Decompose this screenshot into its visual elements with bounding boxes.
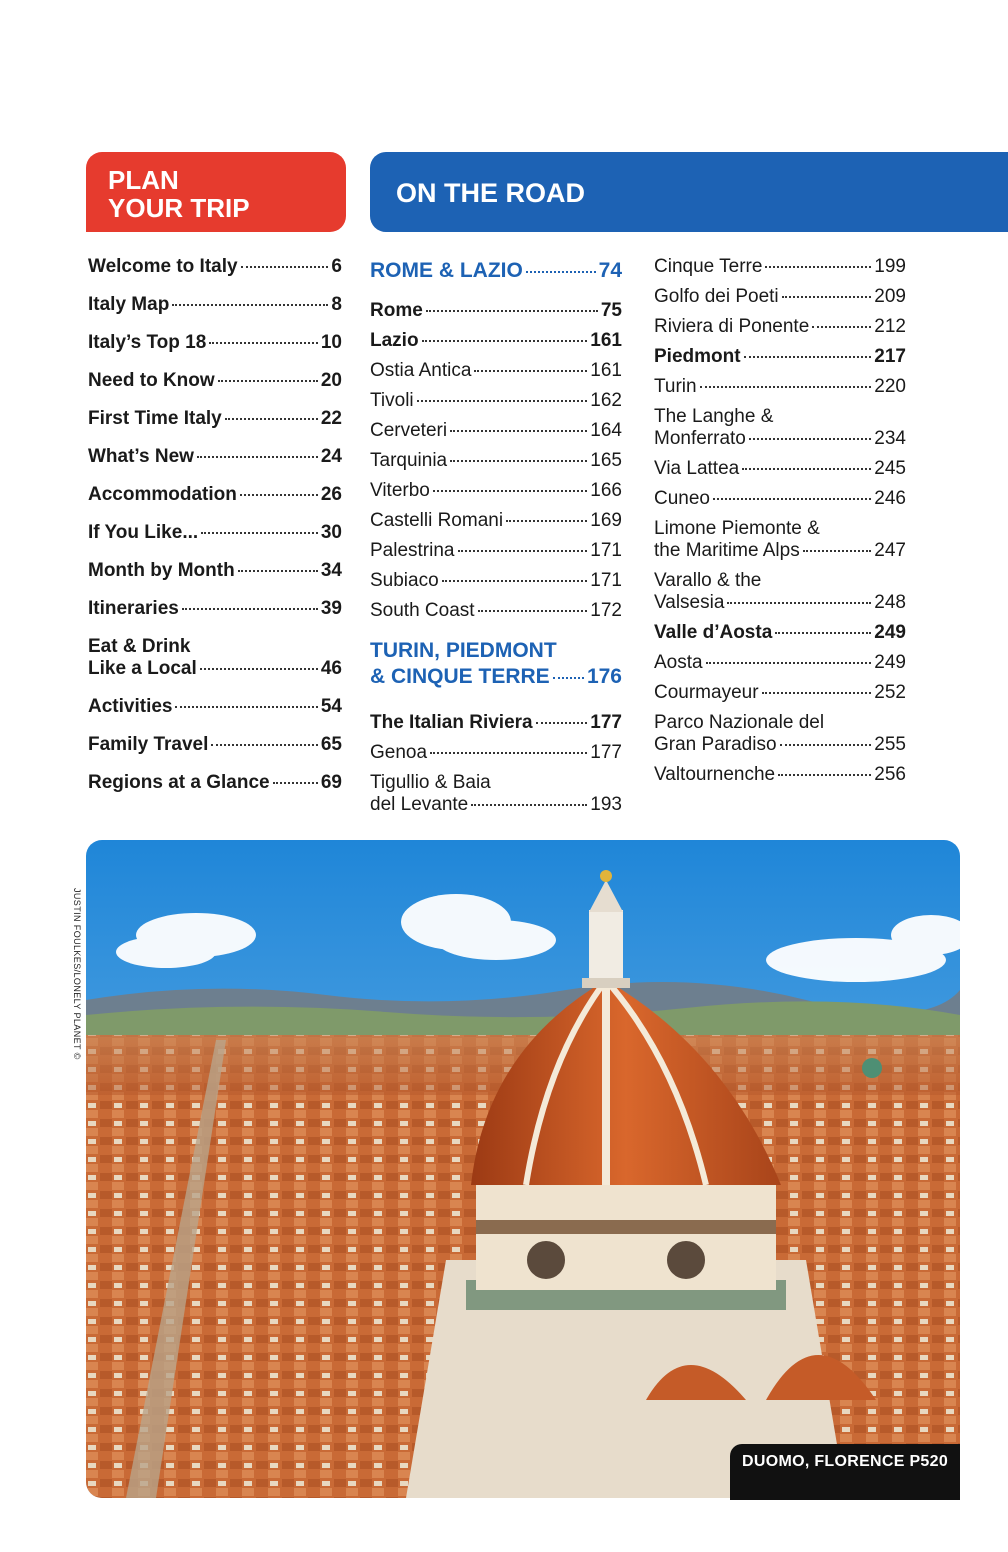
- toc-entry-palestrina[interactable]: Palestrina 171: [370, 540, 622, 561]
- toc-entry-italian-riviera[interactable]: The Italian Riviera 177: [370, 712, 622, 733]
- toc-entry-tivoli[interactable]: Tivoli 162: [370, 390, 622, 411]
- toc-entry-cuneo[interactable]: Cuneo 246: [654, 488, 906, 509]
- toc-entry-itineraries[interactable]: Itineraries 39: [88, 598, 342, 619]
- on-the-road-list-1: [370, 256, 622, 824]
- toc-entry-top-18[interactable]: Italy’s Top 18 10: [88, 332, 342, 353]
- toc-entry-if-you-like[interactable]: If You Like... 30: [88, 522, 342, 543]
- toc-entry-piedmont[interactable]: Piedmont 217: [654, 346, 906, 367]
- toc-entry-gran-paradiso[interactable]: Parco Nazionale del Gran Paradiso 255: [654, 712, 906, 755]
- toc-entry-genoa[interactable]: Genoa 177: [370, 742, 622, 763]
- toc-entry-subiaco[interactable]: Subiaco 171: [370, 570, 622, 591]
- photo-caption-text: DUOMO, FLORENCE P520: [742, 1453, 949, 1470]
- photo-credit: [72, 888, 82, 1088]
- toc-entry-limone[interactable]: Limone Piemonte & the Maritime Alps 247: [654, 518, 906, 561]
- toc-entry-valle-daosta[interactable]: Valle d’Aosta 249: [654, 622, 906, 643]
- toc-entry-first-time[interactable]: First Time Italy 22: [88, 408, 342, 429]
- toc-entry-month-by-month[interactable]: Month by Month 34: [88, 560, 342, 581]
- on-the-road-list-2: [654, 256, 906, 794]
- toc-entry-accommodation[interactable]: Accommodation 26: [88, 484, 342, 505]
- toc-entry-eat-drink[interactable]: Eat & Drink Like a Local 46: [88, 636, 342, 679]
- plan-your-trip-tab: [86, 152, 346, 232]
- toc-entry-south-coast[interactable]: South Coast 172: [370, 600, 622, 621]
- toc-entry-family-travel[interactable]: Family Travel 65: [88, 734, 342, 755]
- toc-entry-viterbo[interactable]: Viterbo 166: [370, 480, 622, 501]
- plan-trip-list: [88, 256, 342, 810]
- toc-entry-activities[interactable]: Activities 54: [88, 696, 342, 717]
- toc-entry-tigullio[interactable]: Tigullio & Baia del Levante 193: [370, 772, 622, 815]
- toc-entry-turin[interactable]: Turin 220: [654, 376, 906, 397]
- on-the-road-tab: [370, 152, 1008, 232]
- toc-entry-italy-map[interactable]: Italy Map 8: [88, 294, 342, 315]
- toc-entry-need-to-know[interactable]: Need to Know 20: [88, 370, 342, 391]
- toc-entry-golfo-dei-poeti[interactable]: Golfo dei Poeti 209: [654, 286, 906, 307]
- toc-entry-regions[interactable]: Regions at a Glance 69: [88, 772, 342, 793]
- toc-entry-castelli-romani[interactable]: Castelli Romani 169: [370, 510, 622, 531]
- toc-entry-cinque-terre[interactable]: Cinque Terre 199: [654, 256, 906, 277]
- toc-entry-riviera-di-ponente[interactable]: Riviera di Ponente 212: [654, 316, 906, 337]
- section-turin-piedmont[interactable]: TURIN, PIEDMONT & CINQUE TERRE 176: [370, 639, 622, 688]
- toc-entry-aosta[interactable]: Aosta 249: [654, 652, 906, 673]
- toc-entry-valtournenche[interactable]: Valtournenche 256: [654, 764, 906, 785]
- toc-entry-cerveteri[interactable]: Cerveteri 164: [370, 420, 622, 441]
- toc-entry-tarquinia[interactable]: Tarquinia 165: [370, 450, 622, 471]
- toc-entry-via-lattea[interactable]: Via Lattea 245: [654, 458, 906, 479]
- toc-entry-varallo[interactable]: Varallo & the Valsesia 248: [654, 570, 906, 613]
- photo-credit-text: JUSTIN FOULKES/LONELY PLANET ©: [72, 888, 82, 1060]
- section-rome-lazio[interactable]: ROME & LAZIO 74: [370, 259, 622, 282]
- toc-entry-langhe[interactable]: The Langhe & Monferrato 234: [654, 406, 906, 449]
- duomo-photo: [86, 840, 960, 1498]
- toc-entry-lazio[interactable]: Lazio 161: [370, 330, 622, 351]
- toc-entry-welcome[interactable]: Welcome to Italy 6: [88, 256, 342, 277]
- toc-entry-courmayeur[interactable]: Courmayeur 252: [654, 682, 906, 703]
- toc-entry-ostia-antica[interactable]: Ostia Antica 161: [370, 360, 622, 381]
- toc-entry-rome[interactable]: Rome 75: [370, 300, 622, 321]
- plan-tab-line2: YOUR TRIP: [108, 193, 250, 223]
- road-tab-title: ON THE ROAD: [396, 178, 585, 208]
- plan-tab-line1: PLAN: [108, 165, 179, 195]
- toc-entry-whats-new[interactable]: What’s New 24: [88, 446, 342, 467]
- photo-caption: [730, 1444, 960, 1500]
